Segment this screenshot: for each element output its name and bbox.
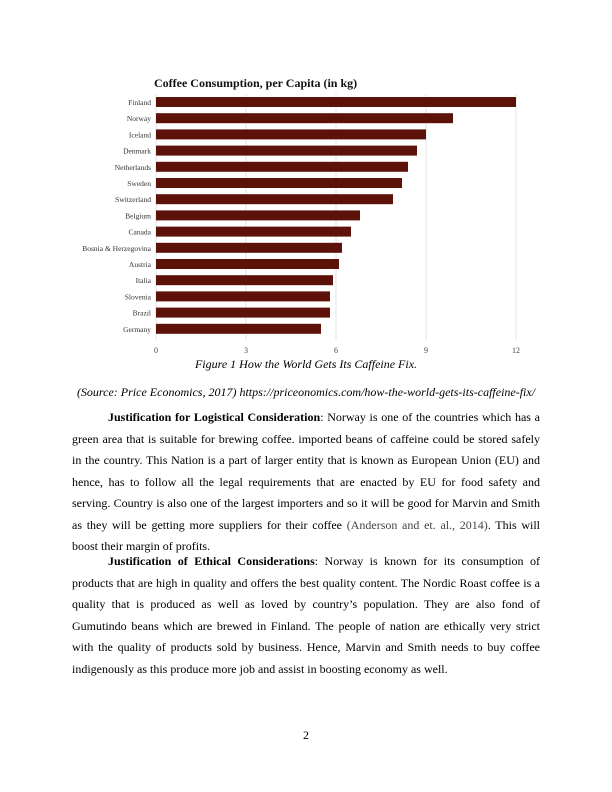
bar — [156, 259, 339, 269]
category-label: Norway — [126, 114, 151, 124]
page-number: 2 — [303, 728, 309, 742]
category-label: Bosnia & Herzegovina — [82, 243, 151, 253]
citation: (Anderson and et. al., 2014) — [346, 517, 488, 532]
x-tick-label: 12 — [512, 346, 520, 355]
x-tick-label: 6 — [334, 346, 338, 355]
bar — [156, 178, 402, 188]
bar — [156, 275, 333, 285]
category-label: Belgium — [125, 211, 151, 221]
bar — [156, 194, 393, 204]
bar — [156, 162, 408, 172]
category-label: Finland — [128, 98, 151, 107]
paragraph-tail: . This will boost their margin of profits. — [72, 517, 540, 553]
paragraph-body: : Norway is known for its consumption of products that are high in quality and offers the best quality content. The Nordic Roast coffee is a quality that is produced as well as loved by country’s population. They are also fond of Gumutindo beans which are brewed in Finland. The people of nation are ethically very strict with the quality of products sold by business. Hence, Marvin and Smith needs to buy coffee indigenously as this produce more job and assist in boosting economy as well. — [72, 554, 541, 676]
category-label: Slovenia — [124, 292, 151, 302]
category-label: Germany — [123, 324, 151, 334]
category-label: Austria — [128, 260, 151, 269]
chart-x-tick-labels — [154, 346, 520, 355]
category-label: Sweden — [127, 179, 151, 188]
bar — [156, 129, 426, 139]
bar — [156, 324, 321, 334]
paragraph-heading: Justification of Ethical Considerations — [108, 554, 315, 568]
paragraph-logistical — [72, 407, 540, 558]
category-label: Iceland — [128, 130, 151, 140]
figure-source: (Source: Price Economics, 2017) https://priceonomics.com/how-the-world-gets-its-caffeine-fix/ — [76, 385, 536, 399]
bar — [156, 146, 417, 156]
x-tick-label: 9 — [424, 346, 428, 355]
x-tick-label: 3 — [244, 346, 248, 355]
bar — [156, 97, 516, 107]
bar — [156, 308, 330, 318]
bar — [156, 291, 330, 301]
coffee-consumption-chart — [70, 70, 540, 355]
bar — [156, 210, 360, 220]
bar — [156, 227, 351, 237]
bar — [156, 113, 453, 123]
category-label: Brazil — [132, 308, 151, 318]
paragraph-body: : Norway is one of the countries which has a green area that is suitable for brewing coffee. imported beans of caffeine could be stored safely in the country. This Nation is a part of larger entity that is known as European Union (EU) and hence, has to follow all the legal requirements that are enacted by EU for food safety and serving. Country is also one of the largest importers and so it will be good for Marvin and Smith as they will be getting more suppliers for their coffee — [72, 410, 540, 532]
bar — [156, 243, 342, 253]
paragraph-ethical — [72, 551, 540, 680]
x-tick-label: 0 — [154, 346, 158, 355]
category-label: Canada — [128, 227, 151, 237]
chart-title: Coffee Consumption, per Capita (in kg) — [154, 76, 358, 90]
category-label: Italia — [135, 276, 151, 286]
figure-caption: Figure 1 How the World Gets Its Caffeine Fix. — [194, 357, 418, 371]
category-label: Switzerland — [115, 195, 151, 205]
chart-category-labels — [82, 98, 151, 334]
paragraph-heading: Justification for Logistical Consideration — [108, 410, 321, 424]
category-label: Netherlands — [114, 162, 151, 172]
category-label: Denmark — [123, 146, 151, 156]
